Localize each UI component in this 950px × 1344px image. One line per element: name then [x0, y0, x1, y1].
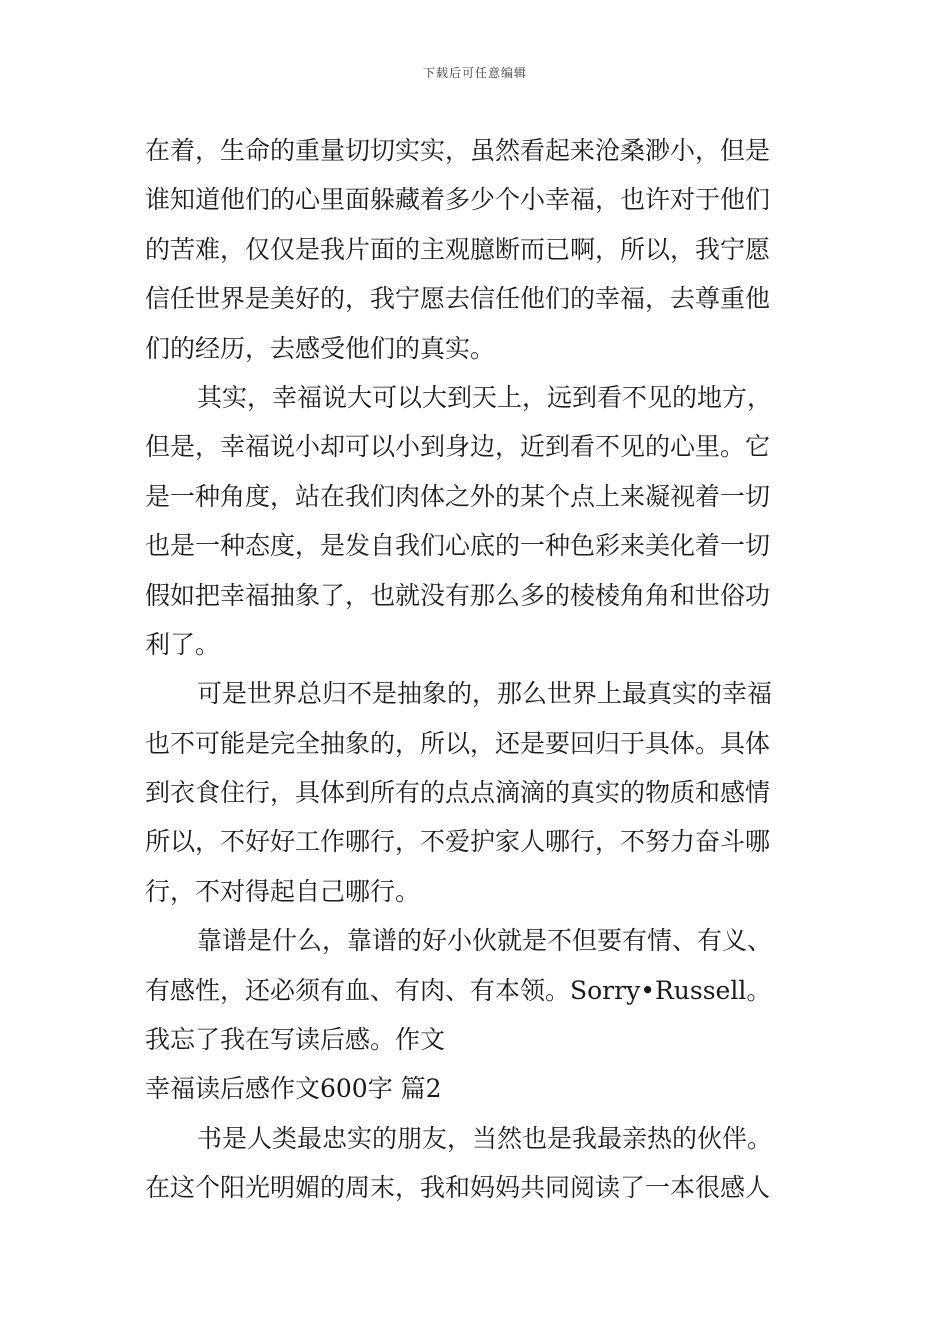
text-line: 有感性，还必须有血、有肉、有本领。Sorry•Russell。: [145, 975, 772, 1005]
text-line: 书是人类最忠实的朋友，当然也是我最亲热的伙伴。: [197, 1123, 773, 1153]
text-line: 在这个阳光明媚的周末，我和妈妈共同阅读了一本很感人: [145, 1173, 771, 1203]
text-line: 也是一种态度，是发自我们心底的一种色彩来美化着一切: [145, 531, 771, 561]
text-line: 靠谱是什么，靠谱的好小伙就是不但要有情、有义、: [197, 926, 773, 956]
text-line: 们的经历，去感受他们的真实。: [145, 333, 496, 363]
text-line: 但是，幸福说小却可以小到身边，近到看不见的心里。它: [145, 432, 771, 462]
text-line: 是一种角度，站在我们肉体之外的某个点上来凝视着一切: [145, 481, 771, 511]
text-line: 信任世界是美好的，我宁愿去信任他们的幸福，去尊重他: [145, 284, 771, 314]
body-text: [145, 126, 807, 1213]
text-line: 到衣食住行，具体到所有的点点滴滴的真实的物质和感情: [145, 778, 771, 808]
text-line: 谁知道他们的心里面躲藏着多少个小幸福，也许对于他们: [145, 185, 771, 215]
text-line: 所以，不好好工作哪行，不爱护家人哪行，不努力奋斗哪: [145, 827, 771, 857]
text-line: 我忘了我在写读后感。作文: [145, 1025, 446, 1055]
text-line: 假如把幸福抽象了，也就没有那么多的棱棱角角和世俗功: [145, 580, 771, 610]
text-line: 可是世界总归不是抽象的，那么世界上最真实的幸福: [197, 679, 773, 709]
text-line: 利了。: [145, 629, 221, 659]
text-line: 在着，生命的重量切切实实，虽然看起来沧桑渺小，但是: [145, 136, 771, 165]
page-header-note: 下载后可任意编辑: [422, 66, 527, 80]
text-line: 行，不对得起自己哪行。: [145, 876, 421, 906]
text-line: 其实，幸福说大可以大到天上，远到看不见的地方，: [197, 382, 773, 412]
text-line: 也不可能是完全抽象的，所以，还是要回归于具体。具体: [145, 728, 771, 758]
text-line: 的苦难，仅仅是我片面的主观臆断而已啊，所以，我宁愿: [145, 234, 771, 264]
text-line: 幸福读后感作文600字 篇2: [145, 1074, 442, 1104]
